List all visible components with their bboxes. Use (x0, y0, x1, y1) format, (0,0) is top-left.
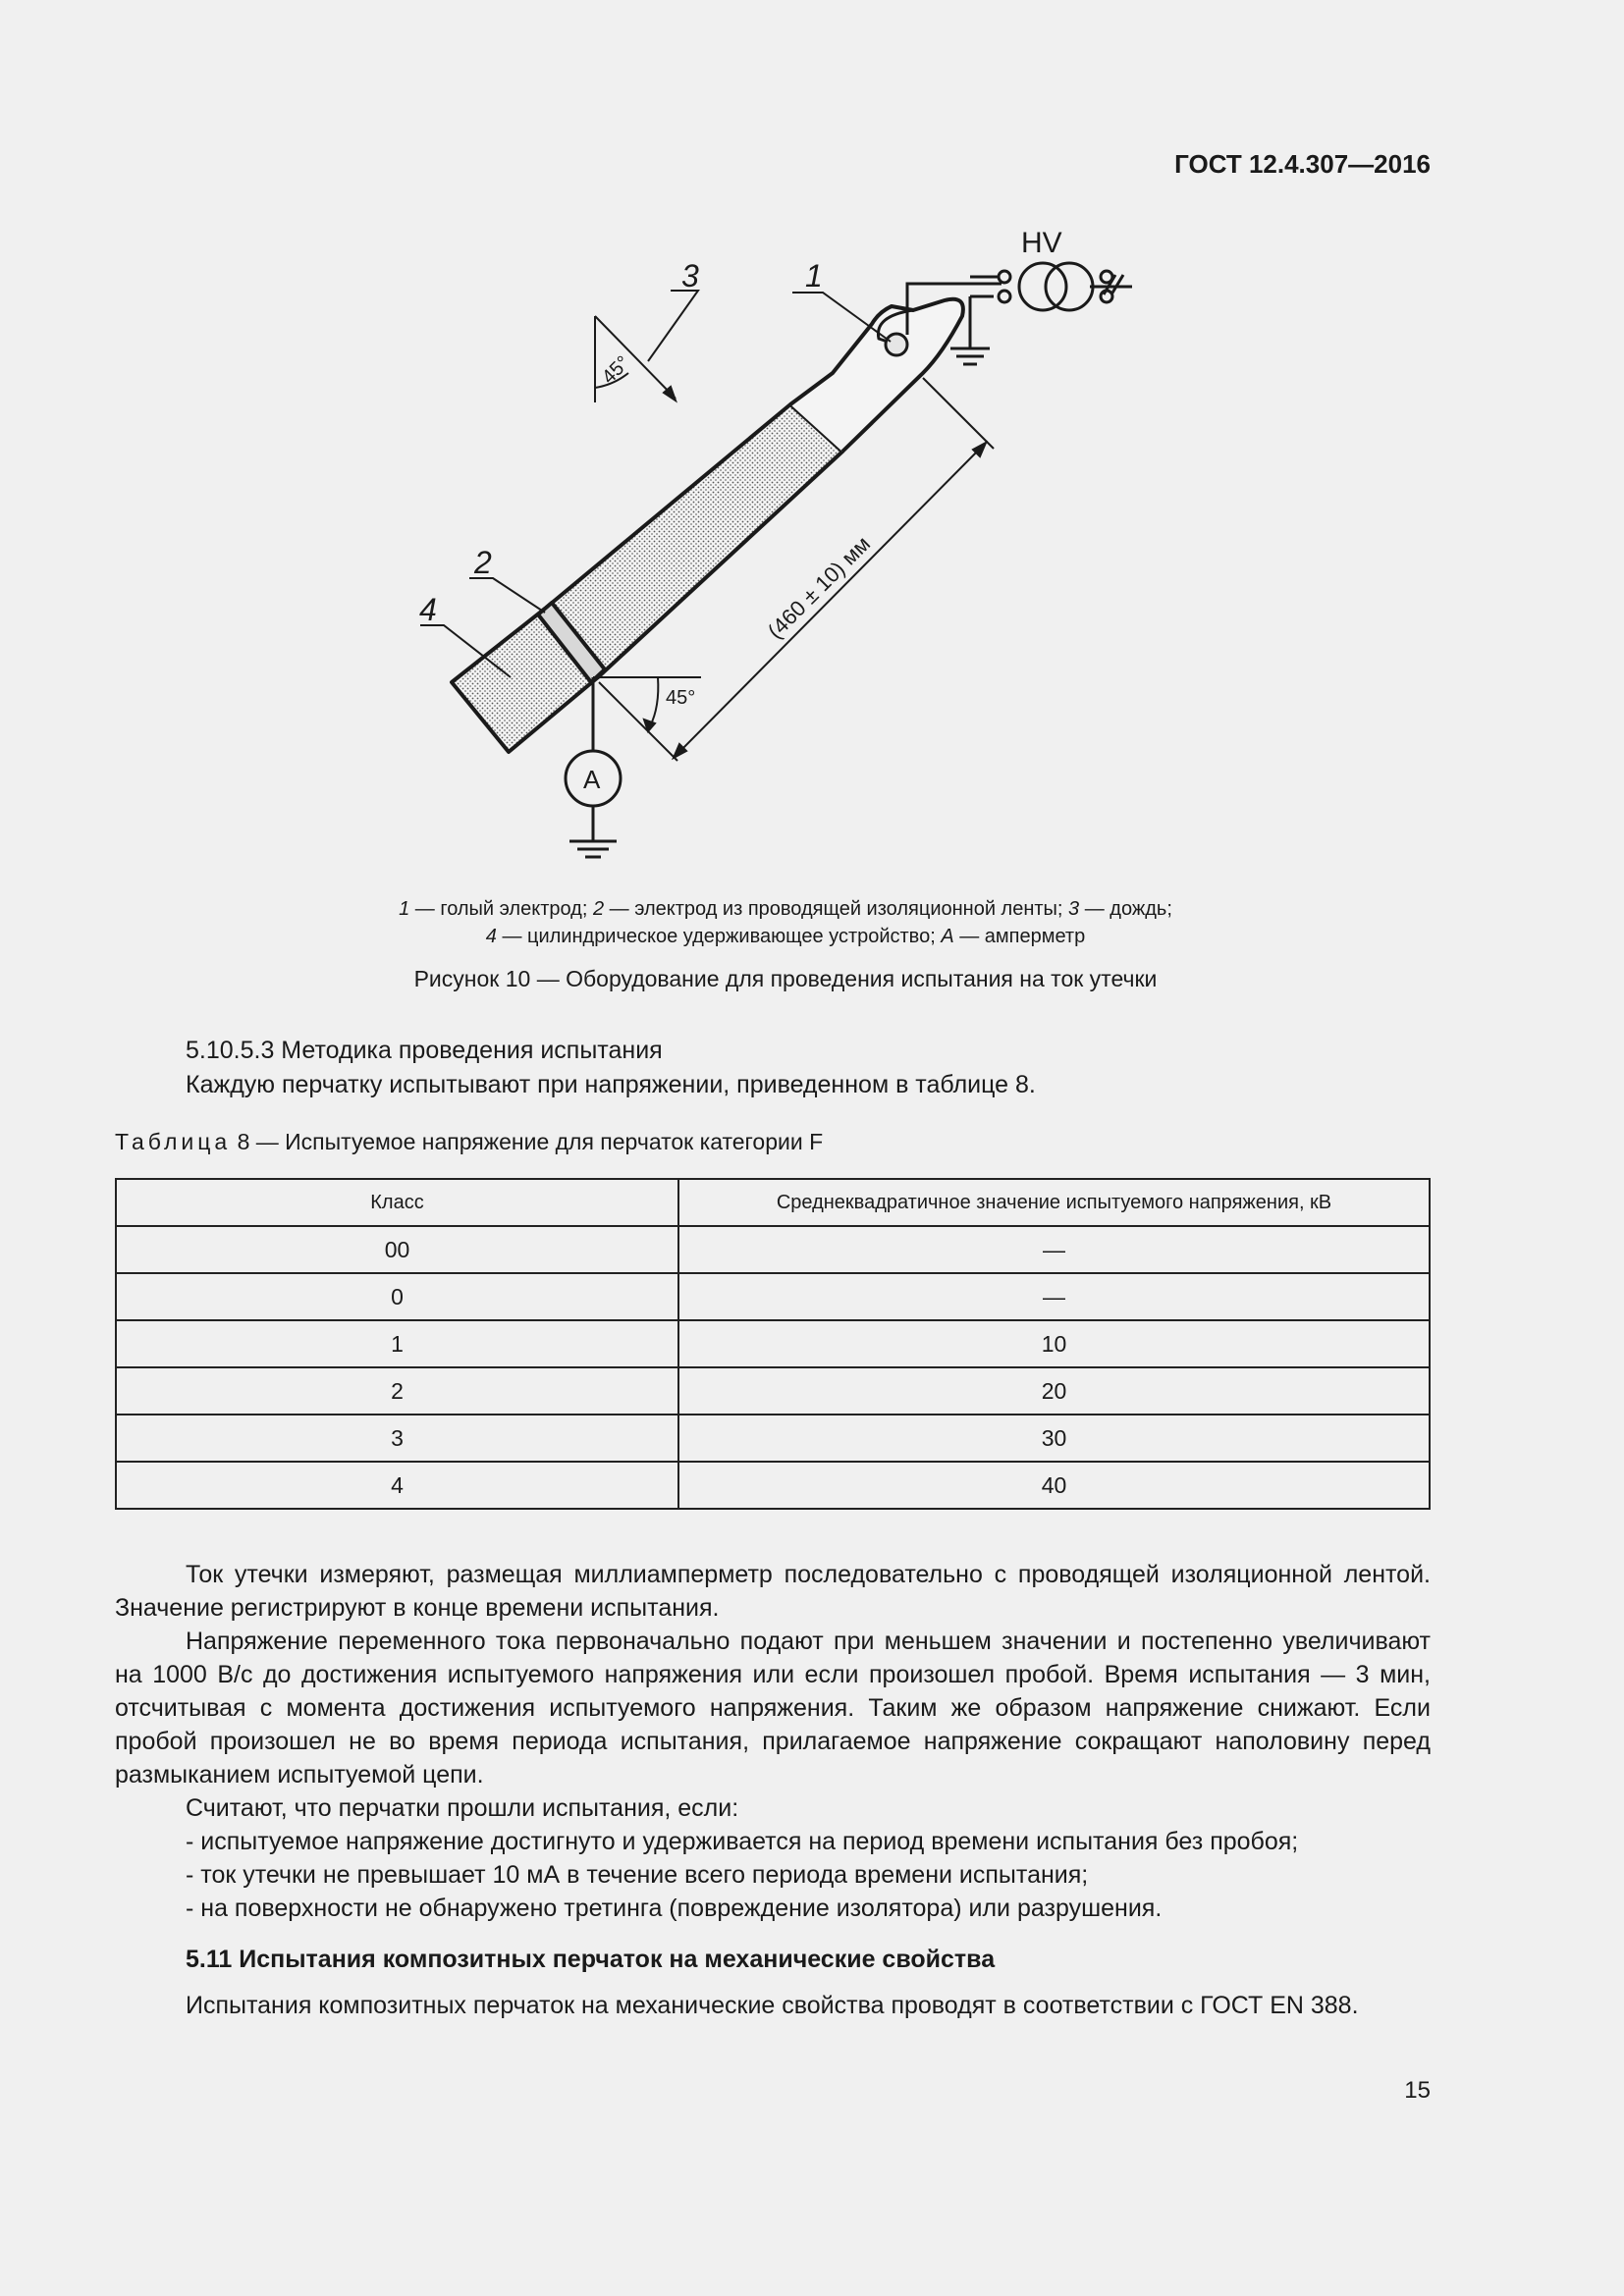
cell-class: 0 (116, 1273, 678, 1320)
cell-voltage: 40 (678, 1462, 1430, 1509)
cell-voltage: 20 (678, 1367, 1430, 1415)
paragraph-leakage-current: Ток утечки измеряют, размещая миллиамперметр последовательно с проводящей изоляционной лентой. Значение регистрируют в конце времени испытания. (115, 1561, 1431, 1622)
figure-legend (118, 895, 1453, 950)
cell-class: 1 (116, 1320, 678, 1367)
label-hv: HV (1021, 227, 1062, 259)
cell-voltage: — (678, 1226, 1430, 1273)
paragraph-pass-criteria: Считают, что перчатки прошли испытания, если: (186, 1794, 739, 1822)
label-ammeter: A (583, 765, 601, 794)
bullet-item: - испытуемое напряжение достигнуто и удерживается на период времени испытания без пробоя; (186, 1828, 1299, 1855)
label-4: 4 (419, 592, 437, 627)
section-5-11-text: Испытания композитных перчаток на механические свойства проводят в соответствии с ГОСТ EN 388. (186, 1992, 1359, 2019)
figure-10 (0, 216, 1624, 883)
label-3: 3 (681, 258, 699, 294)
table-header-row (116, 1179, 1430, 1226)
cell-class: 4 (116, 1462, 678, 1509)
cell-class: 00 (116, 1226, 678, 1273)
label-angle-bottom: 45° (666, 687, 696, 709)
leakage-test-diagram (0, 216, 1624, 883)
table-row (116, 1367, 1430, 1415)
section-5-11-heading: 5.11 Испытания композитных перчаток на механические свойства (186, 1946, 996, 1973)
cell-class: 3 (116, 1415, 678, 1462)
cell-voltage: 10 (678, 1320, 1430, 1367)
page-number: 15 (1404, 2077, 1431, 2104)
paragraph-voltage-procedure: Напряжение переменного тока первоначально подают при меньшем значении и постепенно увеличивают на 1000 В/с до достижения испытуемого напряжения или если произошел пробой. Время испытания — 3 мин, отсчитывая с момента достижения испытуемого напряжения. Таким же образом напряжение снижают. Если пробой произошел не во время периода испытания, прилагаемое напряжение сокращают наполовину перед размыканием испытуемой цепи. (115, 1628, 1431, 1789)
table-row (116, 1415, 1430, 1462)
table-row (116, 1462, 1430, 1509)
table-row (116, 1320, 1430, 1367)
table-row (116, 1273, 1430, 1320)
test-voltage-table (115, 1178, 1431, 1510)
cell-voltage: — (678, 1273, 1430, 1320)
label-2: 2 (474, 545, 492, 580)
table-prefix: Таблица (115, 1129, 232, 1154)
bare-electrode (886, 334, 907, 355)
table-title (115, 1129, 823, 1155)
label-dimension: (460 ± 10) мм (762, 531, 876, 644)
header-voltage: Среднеквадратичное значение испытуемого напряжения, кВ (678, 1179, 1430, 1226)
document-header: ГОСТ 12.4.307—2016 (1174, 149, 1431, 179)
header-class: Класс (116, 1179, 678, 1226)
legend-line-1: 1 — голый электрод; 2 — электрод из проводящей изоляционной ленты; 3 — дождь; (399, 898, 1172, 920)
label-1: 1 (805, 258, 823, 294)
cell-voltage: 30 (678, 1415, 1430, 1462)
wet-region (545, 404, 842, 677)
table-title-text: 8 — Испытуемое напряжение для перчаток категории F (231, 1129, 824, 1154)
table-row (116, 1226, 1430, 1273)
glove-sleeve (452, 299, 963, 752)
rain-indicator (595, 316, 676, 402)
figure-caption: Рисунок 10 — Оборудование для проведения испытания на ток утечки (413, 966, 1158, 991)
label-angle-top: 45° (597, 351, 634, 389)
section-5-10-5-3-heading: 5.10.5.3 Методика проведения испытания (186, 1037, 663, 1064)
cell-class: 2 (116, 1367, 678, 1415)
legend-line-2: 4 — цилиндрическое удерживающее устройство; А — амперметр (485, 926, 1086, 947)
bullet-item: - ток утечки не превышает 10 мА в течение всего периода времени испытания; (186, 1861, 1089, 1889)
section-5-10-5-3-text: Каждую перчатку испытывают при напряжении, приведенном в таблице 8. (186, 1071, 1036, 1098)
bullet-item: - на поверхности не обнаружено третинга (повреждение изолятора) или разрушения. (186, 1895, 1163, 1922)
